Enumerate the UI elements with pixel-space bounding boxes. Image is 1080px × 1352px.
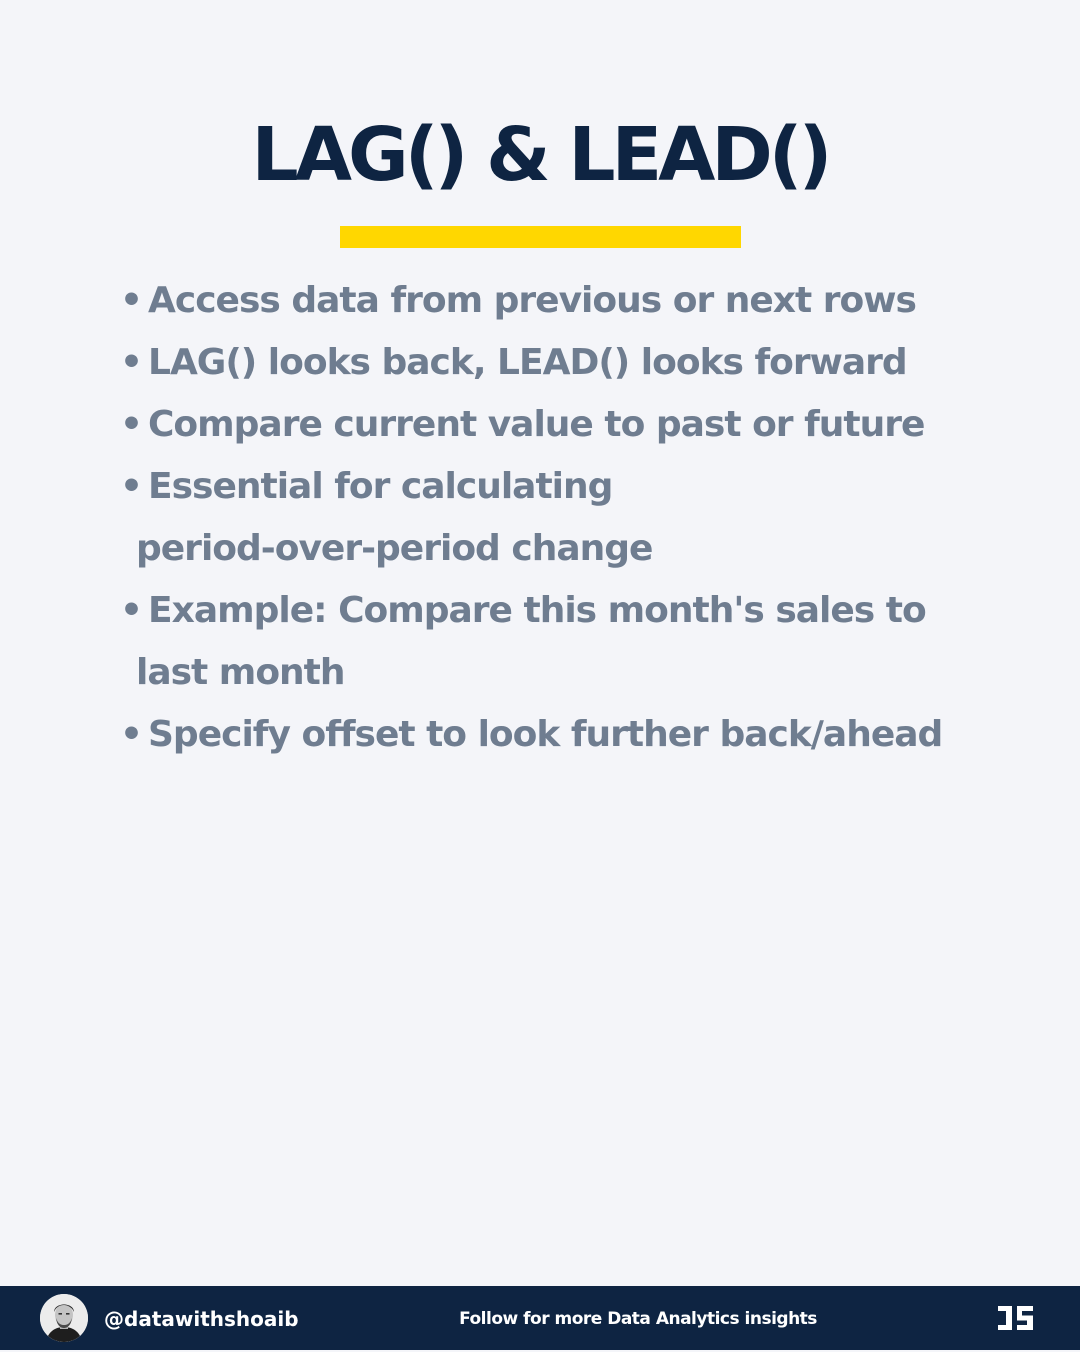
bullet-text-continuation: last month [136,652,345,693]
avatar[interactable] [40,1294,88,1342]
bullet-text: Specify offset to look further back/ahead [148,714,943,755]
bullet-item [120,704,980,766]
bullet-list [120,270,980,766]
bullet-text: LAG() looks back, LEAD() looks forward [148,342,907,383]
bullet-dot: • [120,280,143,321]
bullet-dot: • [120,590,143,631]
page-title: LAG() & LEAD() [251,112,829,198]
bullet-item [120,394,980,456]
bullet-item [120,580,980,704]
bullet-text: Compare current value to past or future [148,404,925,445]
footer-bar [0,1286,1080,1350]
footer-handle[interactable]: @datawithshoaib [104,1307,299,1331]
title-underline [340,226,741,248]
bullet-text: Essential for calculating [148,466,613,507]
bullet-item [120,332,980,394]
bullet-item [120,456,980,580]
bullet-text-continuation: period-over-period change [136,528,653,569]
bullet-dot: • [120,404,143,445]
ds-logo-icon [996,1304,1036,1332]
footer-cta: Follow for more Data Analytics insights [459,1309,817,1329]
bullet-dot: • [120,342,143,383]
bullet-text: Example: Compare this month's sales to [148,590,926,631]
bullet-text: Access data from previous or next rows [148,280,916,321]
profile-photo-icon [40,1294,88,1342]
bullet-item [120,270,980,332]
bullet-dot: • [120,714,143,755]
bullet-dot: • [120,466,143,507]
